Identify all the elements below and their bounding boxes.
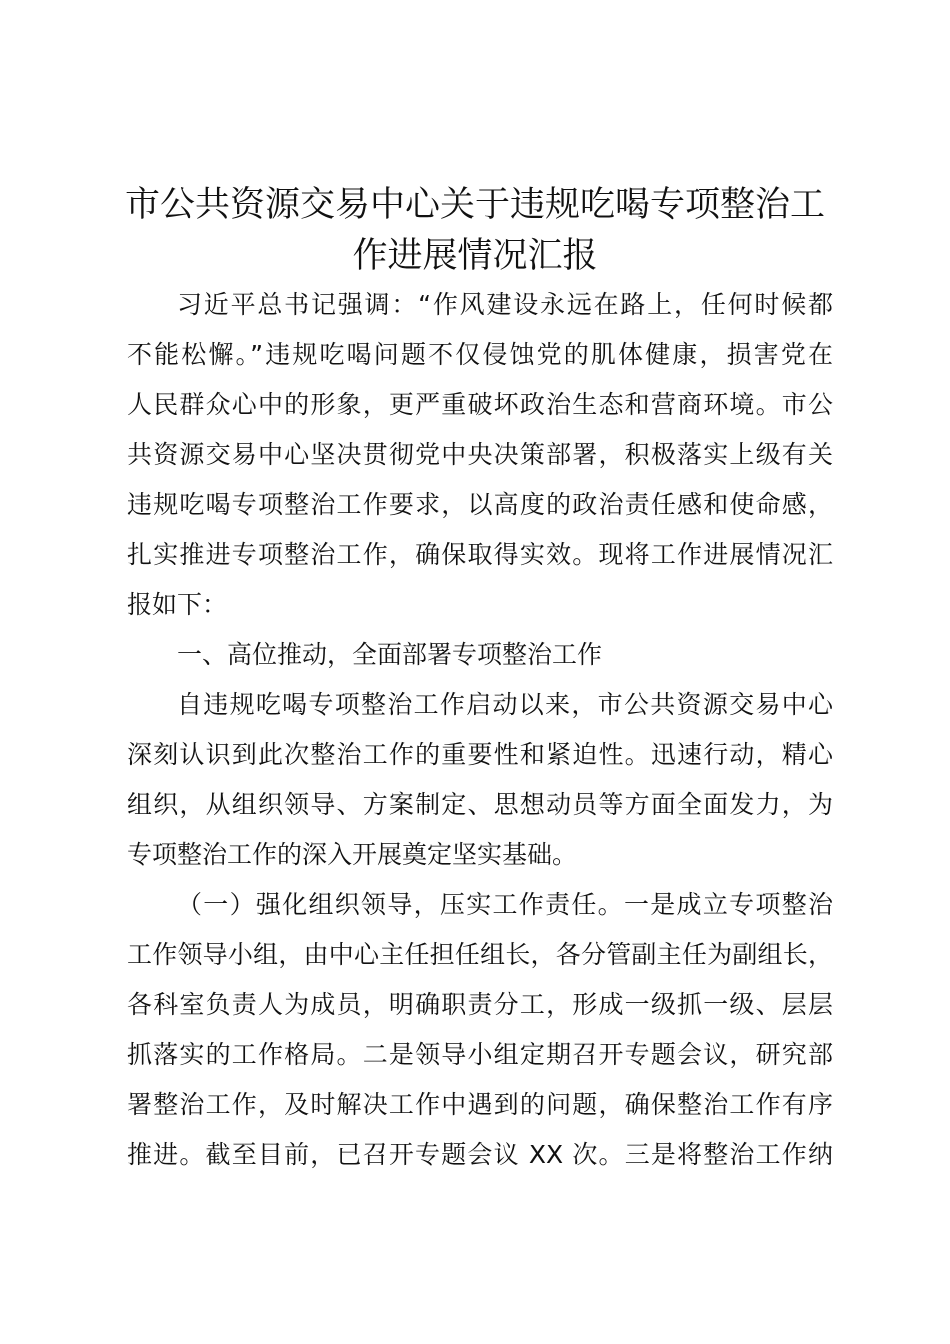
body-line: 专项整治工作的深入开展奠定坚实基础。	[127, 840, 578, 869]
body-line: 报如下：	[127, 590, 228, 619]
body-line: 推进。截至目前，已召开专题会议 XX 次。三是将整治工作纳	[127, 1140, 833, 1169]
document-body	[127, 280, 833, 1180]
body-line: 自违规吃喝专项整治工作启动以来，市公共资源交易中心	[177, 690, 833, 719]
body-line: （一）强化组织领导，压实工作责任。一是成立专项整治	[177, 890, 833, 919]
body-line: 不能松懈。”违规吃喝问题不仅侵蚀党的肌体健康，损害党在	[127, 340, 833, 369]
body-line: 习近平总书记强调：“作风建设永远在路上，任何时候都	[177, 290, 833, 319]
body-line: 署整治工作，及时解决工作中遇到的问题，确保整治工作有序	[127, 1090, 833, 1119]
title-line-1: 市公共资源交易中心关于违规吃喝专项整治工	[124, 185, 825, 225]
body-line: 抓落实的工作格局。二是领导小组定期召开专题会议，研究部	[127, 1040, 833, 1069]
body-line: 人民群众心中的形象，更严重破坏政治生态和营商环境。市公	[127, 390, 833, 419]
body-line: 各科室负责人为成员，明确职责分工，形成一级抓一级、层层	[127, 990, 833, 1019]
body-line: 扎实推进专项整治工作，确保取得实效。现将工作进展情况汇	[127, 540, 833, 569]
body-line: 组织，从组织领导、方案制定、思想动员等方面全面发力，为	[127, 790, 833, 819]
document-title	[110, 180, 840, 282]
body-line: 工作领导小组，由中心主任担任组长，各分管副主任为副组长，	[127, 940, 833, 969]
body-line: 深刻认识到此次整治工作的重要性和紧迫性。迅速行动，精心	[127, 740, 833, 769]
body-line: 违规吃喝专项整治工作要求，以高度的政治责任感和使命感，	[127, 490, 833, 519]
section-heading: 一、高位推动，全面部署专项整治工作	[177, 640, 603, 669]
body-line: 共资源交易中心坚决贯彻党中央决策部署，积极落实上级有关	[127, 440, 833, 469]
title-line-2: 作进展情况汇报	[352, 236, 598, 276]
